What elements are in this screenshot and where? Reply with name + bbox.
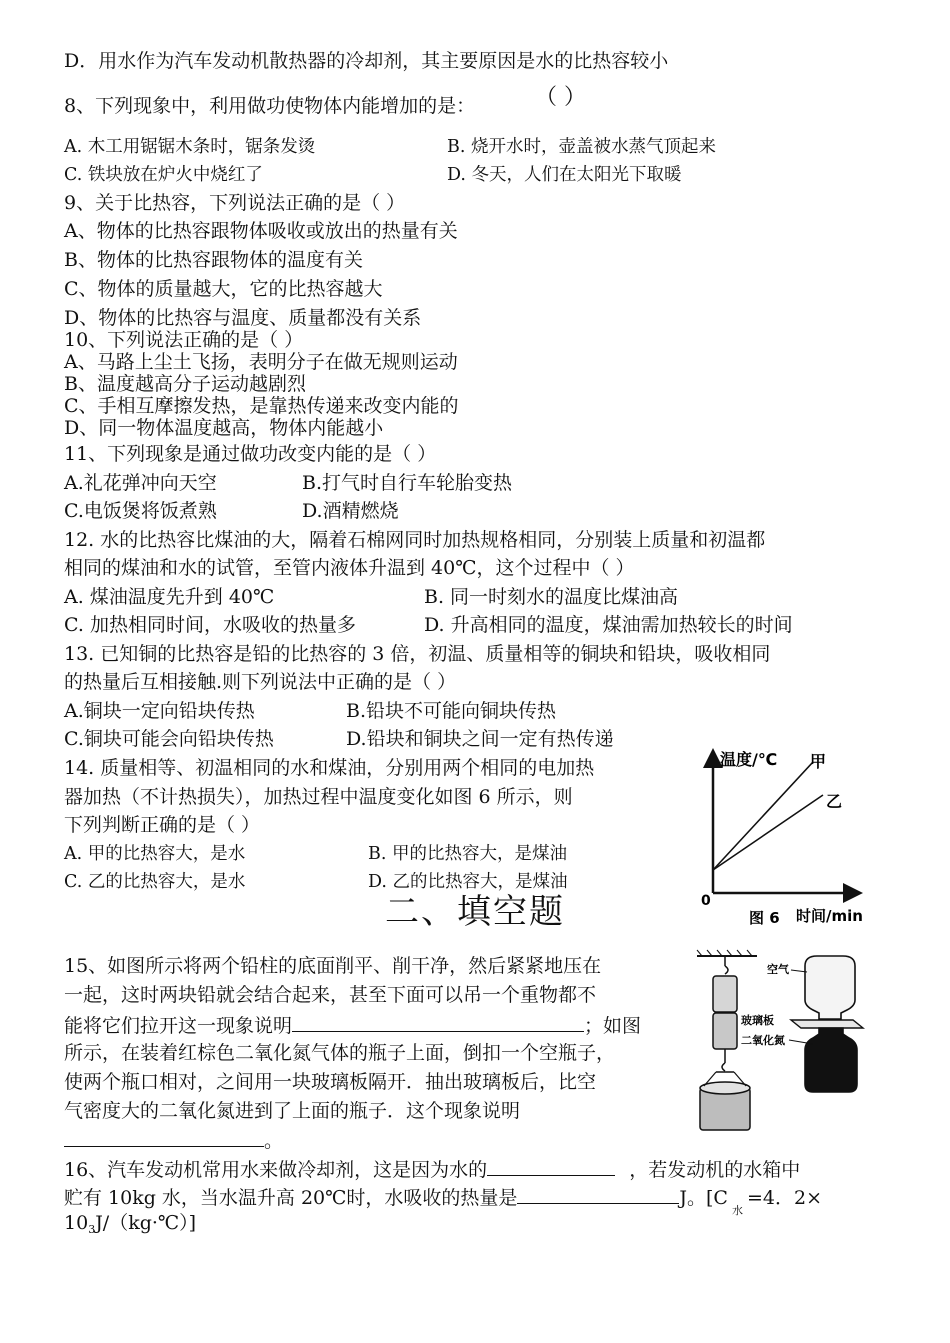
q15-answer-blank-1[interactable] <box>292 1013 584 1032</box>
q8-option-a: A. 木工用锯锯木条时，锯条发烫 <box>64 137 316 157</box>
q9-option-d: D、物体的比热容与温度、质量都没有关系 <box>64 307 422 329</box>
upper-lead-cylinder <box>713 976 737 1012</box>
q13-option-b: B.铅块不可能向铜块传热 <box>346 700 557 722</box>
q15-line7-tail: 。 <box>264 1130 284 1152</box>
figure-6-graph <box>698 745 888 935</box>
q13-option-a: A.铜块一定向铅块传热 <box>64 700 255 722</box>
q11-option-d: D.酒精燃烧 <box>302 500 399 522</box>
q13-option-d: D.铅块和铜块之间一定有热传递 <box>346 728 614 750</box>
q16-line1 <box>64 1157 800 1181</box>
q8-answer-paren: （ ） <box>535 85 586 110</box>
q14-option-a: A. 甲的比热容大，是水 <box>64 844 246 864</box>
q14-stem-line2: 器加热（不计热损失），加热过程中温度变化如图 6 所示，则 <box>64 786 573 808</box>
gas-diffusion-figure <box>741 948 865 1098</box>
q13-option-c: C.铜块可能会向铅块传热 <box>64 728 274 750</box>
glass-plate <box>791 1020 863 1028</box>
q14-stem-line3: 下列判断正确的是（ ） <box>64 814 261 836</box>
line-jia <box>713 762 813 870</box>
q11-option-b: B.打气时自行车轮胎变热 <box>302 472 513 494</box>
q16-line2-unit: J。[C <box>679 1187 728 1209</box>
q14-stem-line1: 14. 质量相等、初温相同的水和煤油，分别用两个相同的电加热 <box>64 757 595 779</box>
q12-option-c: C. 加热相同时间，水吸收的热量多 <box>64 614 356 636</box>
q16-line2-text: 贮有 10kg 水，当水温升高 20℃时，水吸收的热量是 <box>64 1187 518 1209</box>
lower-no2-bottle <box>805 1028 857 1092</box>
q9-option-a: A、物体的比热容跟物体吸收或放出的热量有关 <box>64 220 458 242</box>
q15-line6: 气密度大的二氧化氮进到了上面的瓶子．这个现象说明 <box>64 1100 521 1122</box>
q8-option-c: C. 铁块放在炉火中烧红了 <box>64 165 263 185</box>
q15-line3-text: 能将它们拉开这一现象说明 <box>64 1015 293 1037</box>
q10-option-d: D、同一物体温度越高，物体内能越小 <box>64 417 384 439</box>
line-jia-label: 甲 <box>810 752 827 771</box>
q13-stem-line1: 13. 已知铜的比热容是铅的比热容的 3 倍，初温、质量相等的铜块和铅块，吸收相同 <box>64 643 771 665</box>
q16-line2-value: =4．2× <box>746 1187 823 1209</box>
q14-option-c: C. 乙的比热容大，是水 <box>64 872 246 892</box>
q16-line3-base: 10 <box>64 1212 89 1234</box>
q14-option-d: D. 乙的比热容大，是煤油 <box>368 872 568 892</box>
q16-line3 <box>64 1212 196 1241</box>
q16-c-subscript: 水 <box>731 1204 743 1217</box>
q16-line1-text: 16、汽车发动机常用水来做冷却剂，这是因为水的 <box>64 1159 488 1181</box>
figure-caption: 图 6 <box>749 909 780 927</box>
q9-option-c: C、物体的质量越大，它的比热容越大 <box>64 278 383 300</box>
q16-line1-tail: ，若发动机的水箱中 <box>629 1159 801 1181</box>
q8-stem: 8、下列现象中，利用做功使物体内能增加的是： <box>64 95 476 117</box>
q9-option-b: B、物体的比热容跟物体的温度有关 <box>64 249 363 271</box>
q15-line3-tail: ；如图 <box>584 1015 642 1037</box>
upper-empty-bottle <box>805 956 855 1019</box>
q16-answer-blank-2[interactable] <box>517 1185 679 1204</box>
x-axis-label: 时间/min <box>796 907 863 925</box>
q15-line4: 所示，在装着红棕色二氧化氮气体的瓶子上面，倒扣一个空瓶子， <box>64 1042 616 1064</box>
q15-line1: 15、如图所示将两个铅柱的底面削平、削干净，然后紧紧地压在 <box>64 955 602 977</box>
lower-lead-cylinder <box>713 1013 737 1049</box>
q10-stem: 10、下列说法正确的是（ ） <box>64 329 304 351</box>
y-axis-label: 温度/℃ <box>720 750 778 769</box>
q15-line2: 一起，这时两块铅就会结合起来，甚至下面可以吊一个重物都不 <box>64 984 597 1006</box>
q12-option-a: A. 煤油温度先升到 40℃ <box>64 586 275 608</box>
q12-stem-line1: 12. 水的比热容比煤油的大，隔着石棉网同时加热规格相同，分别装上质量和初温都 <box>64 529 766 551</box>
label-air: 空气 <box>767 963 789 976</box>
label-glass-plate: 玻璃板 <box>741 1014 774 1027</box>
origin-label: 0 <box>701 893 711 909</box>
q15-line7 <box>64 1128 283 1152</box>
q11-option-c: C.电饭煲将饭煮熟 <box>64 500 217 522</box>
q12-stem-line2: 相同的煤油和水的试管，至管内液体升温到 40℃，这个过程中（ ） <box>64 557 635 579</box>
q10-option-a: A、马路上尘土飞扬，表明分子在做无规则运动 <box>64 351 458 373</box>
q16-line3-exponent: 3 <box>88 1223 96 1236</box>
q8-option-b: B. 烧开水时，壶盖被水蒸气顶起来 <box>447 137 716 157</box>
q8-option-d: D. 冬天，人们在太阳光下取暖 <box>447 165 682 185</box>
section-title-fill-in: 二、填空题 <box>385 892 565 932</box>
q7-option-d: D．用水作为汽车发动机散热器的冷却剂，其主要原因是水的比热容较小 <box>64 50 669 72</box>
label-no2: 二氧化氮 <box>741 1034 785 1047</box>
q14-option-b: B. 甲的比热容大，是煤油 <box>368 844 567 864</box>
q11-stem: 11、下列现象是通过做功改变内能的是（ ） <box>64 443 437 465</box>
line-yi <box>713 795 823 870</box>
q16-line3-unit: J/（kg·℃）] <box>95 1212 197 1234</box>
q15-answer-blank-2[interactable] <box>64 1128 264 1147</box>
q9-stem: 9、关于比热容，下列说法正确的是（ ） <box>64 192 406 214</box>
q15-line3 <box>64 1013 641 1037</box>
q10-option-c: C、手相互摩擦发热，是靠热传递来改变内能的 <box>64 395 459 417</box>
q12-option-b: B. 同一时刻水的温度比煤油高 <box>424 586 679 608</box>
q10-option-b: B、温度越高分子运动越剧烈 <box>64 373 306 395</box>
q15-line5: 使两个瓶口相对，之间用一块玻璃板隔开．抽出玻璃板后，比空 <box>64 1071 597 1093</box>
q16-answer-blank-1[interactable] <box>487 1157 615 1176</box>
q12-option-d: D. 升高相同的温度，煤油需加热较长的时间 <box>424 614 793 636</box>
q11-option-a: A.礼花弹冲向天空 <box>64 472 217 494</box>
line-yi-label: 乙 <box>826 792 843 811</box>
q13-stem-line2: 的热量后互相接触.则下列说法中正确的是（ ） <box>64 671 457 693</box>
